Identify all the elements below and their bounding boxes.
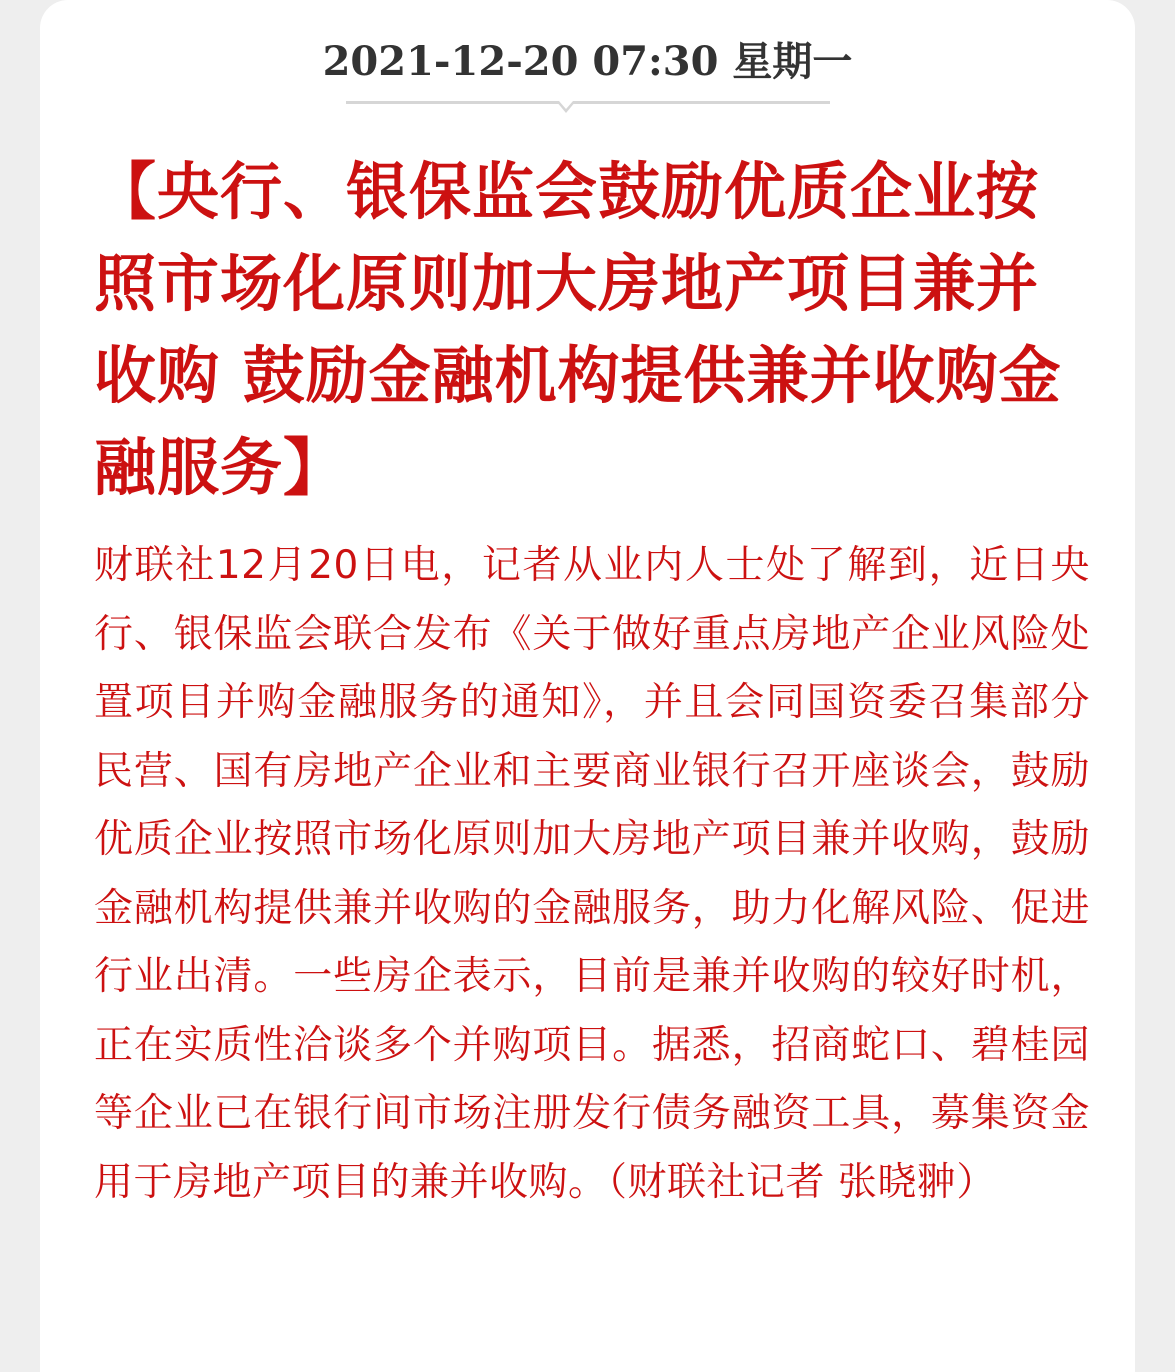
article-headline: 【央行、银保监会鼓励优质企业按照市场化原则加大房地产项目兼并收购 鼓励金融机构提供兼并收购金融服务】: [94, 155, 1062, 504]
article-datetime: 2021-12-20 07:30 星期一: [322, 38, 853, 85]
article-body: 财联社12月20日电，记者从业内人士处了解到，近日央行、银保监会联合发布《关于做好重点房地产企业风险处置项目并购金融服务的通知》，并且会同国资委召集部分民营、国有房地产企业和主要商业银行召开座谈会，鼓励优质企业按照市场化原则加大房地产项目兼并收购，鼓励金融机构提供兼并收购的金融服务，助力化解风险、促进行业出清。一些房企表示，目前是兼并收购的较好时机，正在实质性洽谈多个并购项目。据悉，招商蛇口、碧桂园等企业已在银行间市场注册发行债务融资工具，募集资金用于房地产项目的兼并收购。（财联社记者 张晓翀）: [94, 543, 1090, 1205]
divider-notch-inner: [559, 101, 573, 109]
date-divider: [346, 101, 830, 104]
